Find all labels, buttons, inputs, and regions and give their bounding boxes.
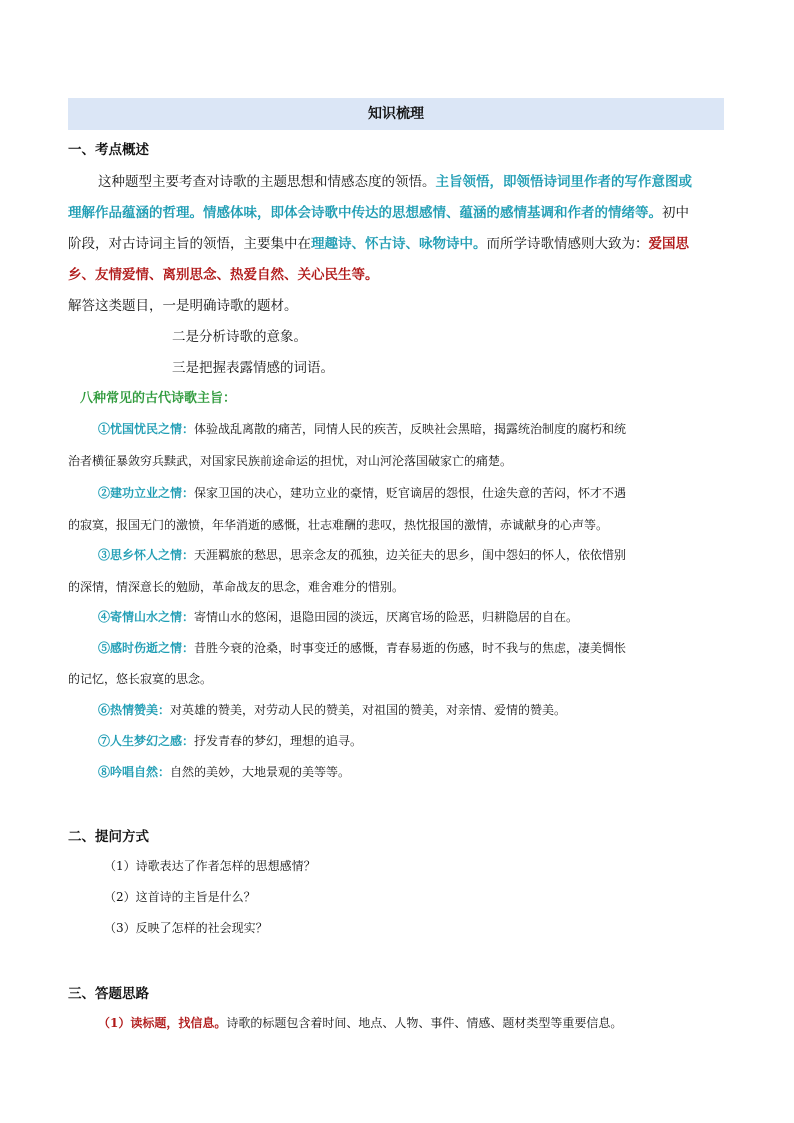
theme-text: 抒发青春的梦幻，理想的追寻。 [194,734,363,748]
step-label: （1）读标题，找信息。 [98,1016,227,1030]
theme-item-5-cont: 的记忆，悠长寂寞的思念。 [68,672,213,686]
theme-item-1 [98,420,626,437]
highlight-red: 爱国思 [648,236,689,252]
theme-text: 对英雄的赞美，对劳动人民的赞美，对祖国的赞美，对亲情、爱情的赞美。 [170,703,567,717]
page-title: 知识梳理 [68,98,724,130]
theme-item-1-cont: 治者横征暴敛穷兵黩武，对国家民族前途命运的担忧，对山河沦落国破家亡的痛楚。 [68,454,513,468]
theme-text: 自然的美妙，大地景观的美等等。 [170,765,351,779]
theme-item-4 [98,608,578,625]
highlight-teal: 理解作品蕴涵的哲理。情感体味，即体会诗歌中传达的思想感情、蕴涵的感情基调和作者的情绪等。 [68,205,662,221]
overview-text: 而所学诗歌情感则大致为： [486,236,649,252]
theme-item-2-cont: 的寂寞，报国无门的激愤，年华消逝的感慨，壮志难酬的悲叹，热忱报国的激情，赤诚献身的心声等。 [68,518,609,532]
theme-label: ⑦人生梦幻之感： [98,734,195,748]
theme-text: 寄情山水的悠闲，退隐田园的淡远，厌离官场的险恶，归耕隐居的自在。 [194,610,579,624]
overview-para-line-1 [98,170,692,190]
theme-label: ③思乡怀人之情： [98,548,195,562]
theme-label: ⑧吟唱自然： [98,765,171,779]
section-heading-approach: 三、答题思路 [68,986,149,1002]
theme-text: 昔胜今衰的沧桑，时事变迁的感慨，青春易逝的伤感，时不我与的焦虑，凄美惆怅 [194,641,627,655]
step-text: 诗歌的标题包含着时间、地点、人物、事件、情感、题材类型等重要信息。 [226,1016,623,1030]
overview-text: 初中 [662,205,689,221]
eight-themes-heading: 八种常见的古代诗歌主旨： [80,391,237,406]
theme-item-7 [98,732,362,749]
overview-para-line-3 [68,232,689,252]
question-1: （1）诗歌表达了作者怎样的思想感情？ [104,859,316,873]
theme-item-8 [98,763,350,780]
theme-label: ②建功立业之情： [98,486,195,500]
section-heading-questions: 二、提问方式 [68,829,149,845]
overview-para-line-2 [68,201,689,221]
overview-para-line-4: 乡、友情爱情、离别思念、热爱自然、关心民生等。 [68,267,379,283]
theme-text: 保家卫国的决心，建功立业的豪情，贬官谪居的怨恨，仕途失意的苦闷，怀才不遇 [194,486,627,500]
method-line-3: 三是把握表露情感的词语。 [172,360,334,376]
theme-item-6 [98,701,566,718]
theme-label: ①忧国忧民之情： [98,422,195,436]
question-2: （2）这首诗的主旨是什么？ [104,890,256,904]
theme-item-3-cont: 的深情，情深意长的勉励，革命战友的思念，难舍难分的惜别。 [68,580,405,594]
highlight-teal: 主旨领悟，即领悟诗词里作者的写作意图或 [435,174,692,190]
overview-text: 阶段，对古诗词主旨的领悟，主要集中在 [68,236,311,252]
highlight-teal: 理趣诗、怀古诗、咏物诗中。 [311,236,487,252]
theme-text: 体验战乱离散的痛苦，同情人民的疾苦，反映社会黑暗，揭露统治制度的腐朽和统 [194,422,627,436]
theme-item-3 [98,546,626,563]
approach-step-1 [98,1014,622,1031]
question-3: （3）反映了怎样的社会现实？ [104,921,268,935]
theme-label: ⑥热情赞美： [98,703,171,717]
method-line-2: 二是分析诗歌的意象。 [172,329,307,345]
theme-label: ④寄情山水之情： [98,610,195,624]
theme-item-2 [98,484,626,501]
overview-text: 这种题型主要考查对诗歌的主题思想和情感态度的领悟。 [98,174,436,190]
section-heading-overview: 一、考点概述 [68,142,149,158]
theme-text: 天涯羁旅的愁思，思亲念友的孤独，边关征夫的思乡，闺中怨妇的怀人，依依惜别 [194,548,627,562]
theme-label: ⑤感时伤逝之情： [98,641,195,655]
method-line-1: 解答这类题目，一是明确诗歌的题材。 [68,298,298,314]
theme-item-5 [98,639,626,656]
